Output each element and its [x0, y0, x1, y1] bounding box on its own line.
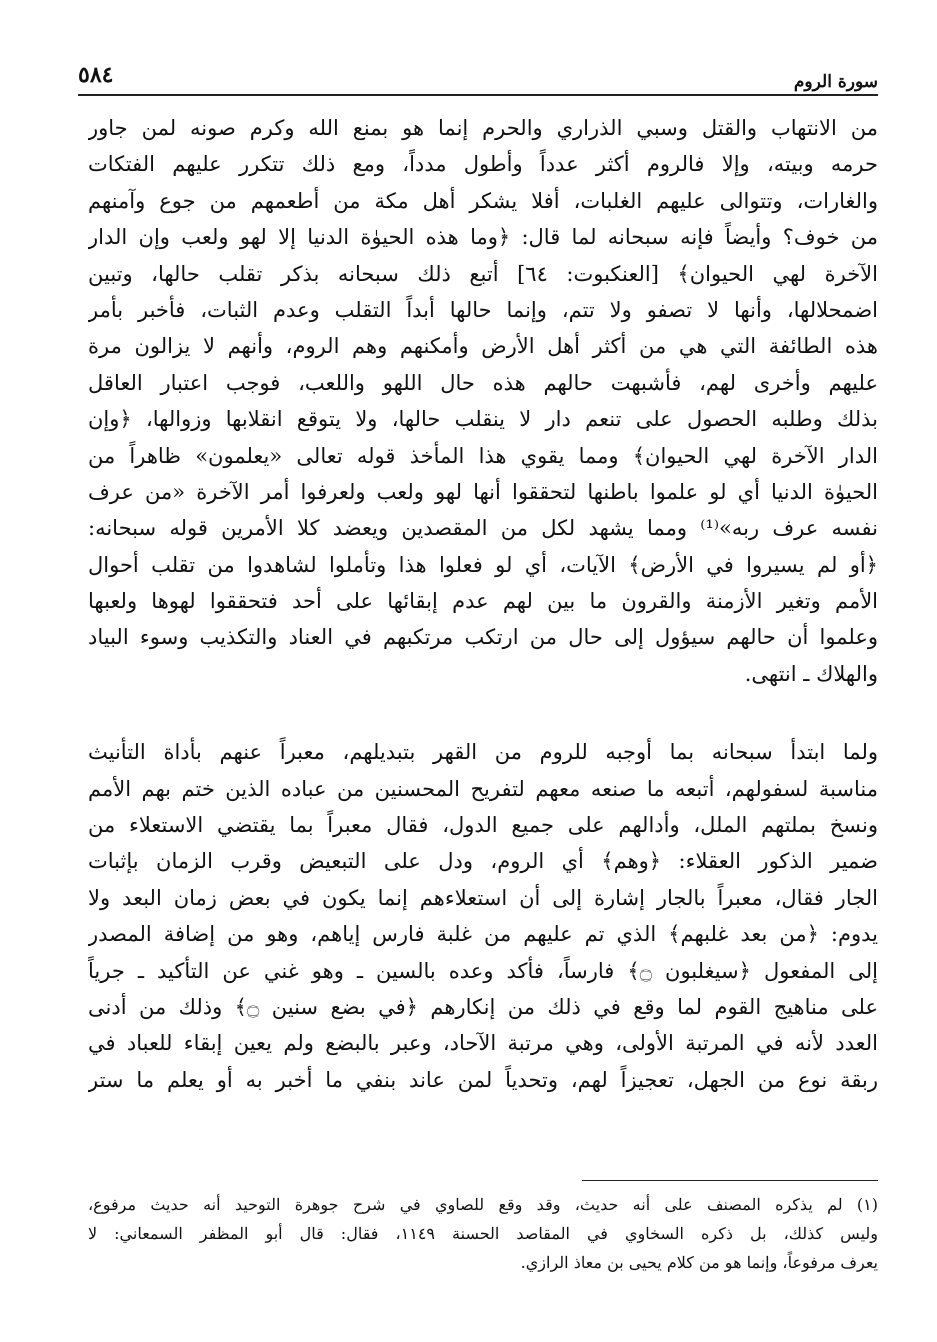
text-line: اضمحلالها، وأنها لا تصفو ولا تتم، وإنما حالها أبداً التقلب وعدم الثبات، فأخبر بأمر: [88, 297, 878, 322]
text-line: ونسخ بملتهم الملل، وأدالهم على جميع الدول، فقال معبراً بما يقتضي الاستعلاء من: [88, 813, 878, 838]
page-header: [78, 58, 878, 92]
page-number: ٥٨٤: [78, 62, 114, 88]
text-line: الدار الآخرة لهي الحيوان﴾ ومما يقوي هذا المأخذ قوله تعالى «يعلمون» ظاهراً من: [88, 443, 878, 468]
text-line: العدد لأنه في المرتبة الأولى، وهي مرتبة الآحاد، وعبر بالبضع ولم يعين إبقاء للعباد في: [88, 1031, 878, 1056]
text-line: من خوف؟ وأيضاً فإنه سبحانه لما قال: ﴿وما هذه الحيوٰة الدنيا إلا لهو ولعب وإن الدار: [88, 225, 878, 250]
text-line: مناسبة لسفولهم، أتبعه ما صنعه معهم لتفريح المحسنين من عباده الذين ختم بهم الأمم: [88, 776, 878, 801]
paragraph-spacer: [88, 692, 878, 734]
text-line: على مناهيج القوم لما وقع في ذلك من إنكارهم ﴿في بضع سنين ۝﴾ وذلك من أدنى: [88, 994, 878, 1019]
text-line: يدوم: ﴿من بعد غلبهم﴾ الذي تم عليهم من غلبة فارس إياهم، وهو من إضافة المصدر: [88, 922, 878, 947]
paragraph-1: [88, 110, 878, 692]
footnotes: [88, 1190, 878, 1277]
text-line: الجار فقال، معبراً بالجار إشارة إلى أن استعلاءهم إنما يكون في بعض زمان البعد ولا: [88, 885, 878, 910]
text-line: ولما ابتدأ سبحانه بما أوجبه للروم من القهر بتبديلهم، معبراً عنهم بأداة التأنيث: [88, 740, 878, 765]
text-line: والهلاك ـ انتهى.: [744, 661, 878, 686]
text-line: حرمه وبيته، وإلا فالروم أكثر عدداً وأطول مدداً، ومع ذلك تتكرر عليهم الفتكات: [88, 152, 878, 177]
text-line: الأمم وتغير الأزمنة والقرون ما بين لهم عدم إبقائها على أحد فتحققوا لهوها ولعبها: [88, 589, 878, 614]
footnote-line: وليس كذلك، بل ذكره السخاوي في المقاصد الحسنة ١١٤٩، فقال: قال أبو المظفر السمعاني: لا: [88, 1224, 878, 1243]
text-line: من الانتهاب والقتل وسبي الذراري والحرم إنما هو بمنع الله وكرم صونه لمن جاور: [88, 116, 878, 140]
text-line: عليهم وأخرى لهم، فأشبهت حالهم هذه حال اللهو واللعب، فوجب اعتبار العاقل: [88, 370, 878, 395]
footnote-line: (١) لم يذكره المصنف على أنه حديث، وقد وقع للصاوي في شرح جوهرة التوحيد أنه حديث مرفوع،: [88, 1195, 878, 1214]
text-line: والغارات، وتتوالى عليهم الغلبات، أفلا يشكر أهل مكة من أطعمهم من جوع وآمنهم: [88, 188, 878, 213]
text-line: بذلك وطلبه الحصول على تنعم دار لا ينقلب حالها، ولا يتوقع انقلابها وزوالها، ﴿وإن: [88, 407, 878, 432]
text-line: وعلموا أن حالهم سيؤول إلى حال من ارتكب مرتكبهم في العناد والتكذيب وسوء البياد: [88, 625, 878, 650]
text-line: ﴿أو لم يسيروا في الأرض﴾ الآيات، أي لو فعلوا هذا وتأملوا لشاهدوا من تقلب أحوال: [88, 552, 878, 577]
text-line: هذه الطائفة التي هي من أكثر أهل الأرض وأمكنهم وهم الروم، وأنهم لا يزالون مرة: [88, 334, 878, 359]
paragraph-2: [88, 734, 878, 1098]
text-line: ضمير الذكور العقلاء: ﴿وهم﴾ أي الروم، ودل على التبعيض وقرب الزمان بإثبات: [88, 849, 878, 874]
text-line: إلى المفعول ﴿سيغلبون ۝﴾ فارساً، فأكد وعده بالسين ـ وهو غني عن التأكيد ـ جرياً: [88, 958, 878, 983]
footnote-line: يعرف مرفوعاً، وإنما هو من كلام يحيى بن معاذ الرازي.: [520, 1253, 878, 1272]
text-line: نفسه عرف ربه»⁽¹⁾ ومما يشهد لكل من المقصدين ويعضد كلا الأمرين قوله سبحانه:: [88, 516, 878, 541]
text-line: الآخرة لهي الحيوان﴾ [العنكبوت: ٦٤] أتبع ذلك سبحانه بذكر تقلب حالها، وتبين: [88, 261, 878, 286]
footnote-divider: [582, 1180, 878, 1181]
header-divider: [78, 94, 878, 96]
text-line: ربقة نوع من الجهل، تعجيزاً لهم، وتحدياً لمن عاند بنفي ما أخبر به أو يعلم ما ستر: [88, 1067, 878, 1092]
main-text: [88, 110, 878, 1098]
surah-title: سورة الروم: [793, 72, 878, 92]
text-line: الحيوٰة الدنيا أي لو علموا باطنها لتحققوا أنها لهو ولعب ولعرفوا أمر الآخرة «من عرف: [88, 479, 878, 504]
